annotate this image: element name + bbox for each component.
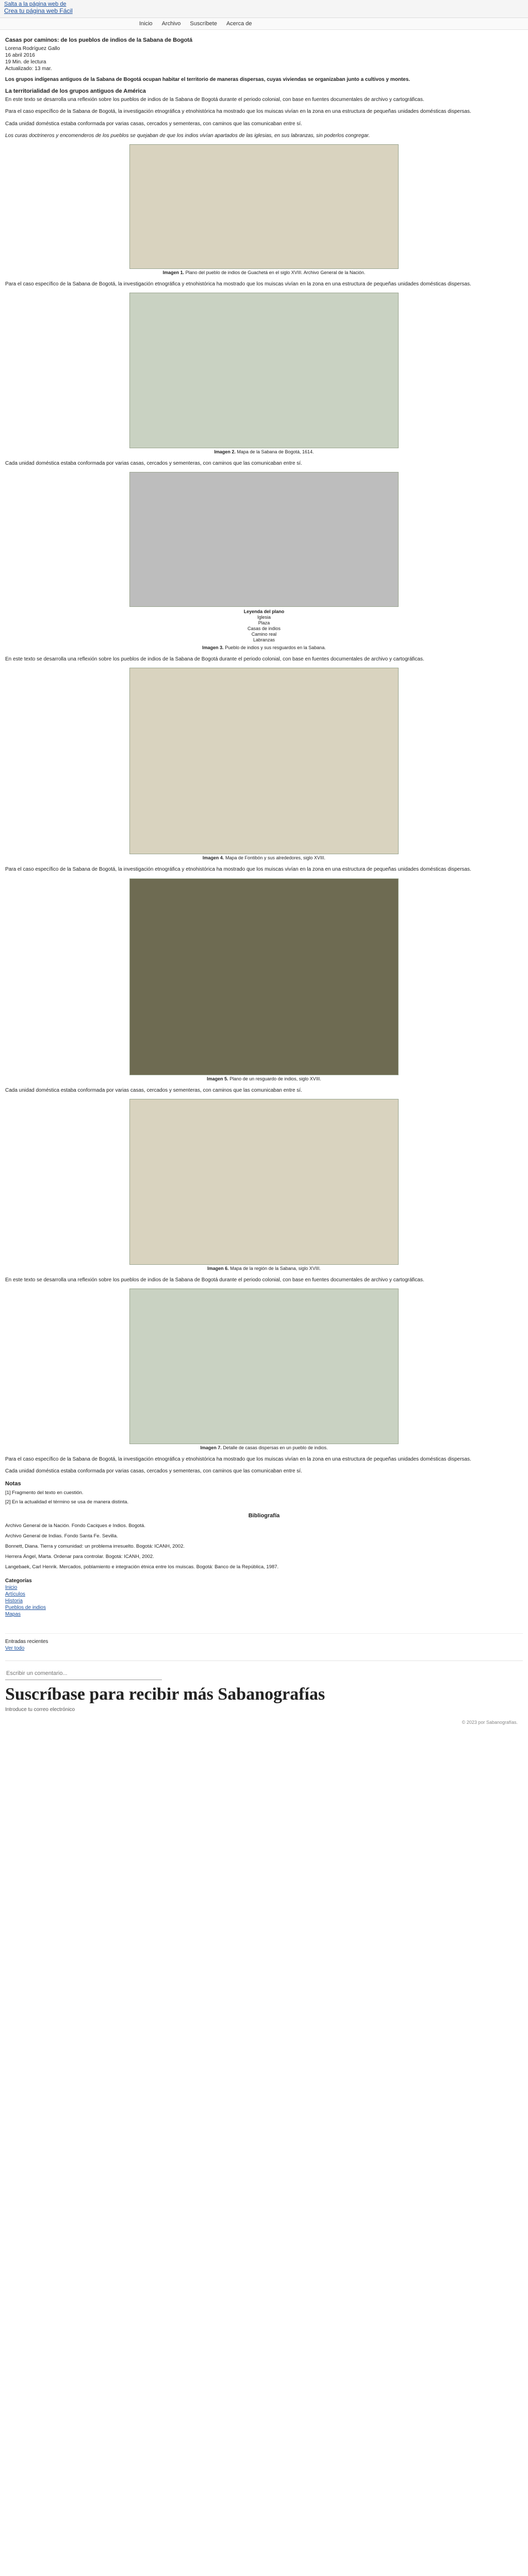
paragraph: En este texto se desarrolla una reflexión sobre los pueblos de indios de la Sabana de Bogotá durante el periodo colonial, con base en fuentes documentales de archivo y cartográficas. [5, 656, 424, 663]
subscribe-section [5, 1660, 523, 1713]
map-legend [5, 609, 523, 643]
date: 16 abril 2016 [5, 53, 35, 58]
comment-input[interactable] [5, 1667, 162, 1680]
updated: Actualizado: 13 mar. [5, 66, 52, 72]
paragraph: Para el caso específico de la Sabana de Bogotá, la investigación etnográfica y etnohistórica ha mostrado que los muiscas vivían en la zona en una estructura de pequeñas unidades domésticas dispersas. [5, 867, 471, 873]
ref-item: Langebaek, Carl Henrik. Mercados, poblamiento e integración étnica entre los muiscas. Bogotá: Banco de la República, 1987. [5, 1564, 279, 1570]
sidebar-link[interactable]: Inicio [5, 1585, 18, 1591]
paragraph: Cada unidad doméstica estaba conformada por varias casas, cercados y sementeras, con caminos que las comunicaban entre sí. [5, 1087, 302, 1093]
nav-item-inicio[interactable]: Inicio [139, 21, 153, 27]
block-quote: Los curas doctrineros y encomenderos de los pueblos se quejaban de que los indios vivían apartados de las iglesias, en sus labranzas, sin poderlos congregar. [5, 132, 370, 139]
skip-link[interactable]: Salta a la página web de [4, 1, 67, 7]
top-bar [0, 0, 528, 18]
footer-credit: © 2023 por Sabanografías. [461, 1720, 518, 1725]
map-image [129, 1289, 399, 1444]
nav-item-suscribete[interactable]: Suscríbete [190, 21, 217, 27]
ref-item: Archivo General de la Nación. Fondo Caciques e Indios. Bogotá. [5, 1523, 145, 1529]
paragraph: Cada unidad doméstica estaba conformada por varias casas, cercados y sementeras, con caminos que las comunicaban entre sí. [5, 121, 302, 127]
recent-entries [5, 1633, 523, 1651]
legend-item: Iglesia [257, 615, 271, 620]
notes-heading: Notas [5, 1481, 21, 1487]
map-image [129, 472, 399, 607]
brand-link[interactable]: Crea tu página web Fácil [4, 7, 73, 14]
figure-caption: Imagen 4. Mapa de Fontibón y sus alrededores, siglo XVIII. [202, 855, 326, 861]
figure-5 [5, 878, 523, 1082]
read-time: 19 Min. de lectura [5, 59, 46, 65]
paragraph: Cada unidad doméstica estaba conformada por varias casas, cercados y sementeras, con caminos que las comunicaban entre sí. [5, 461, 302, 467]
paragraph: En este texto se desarrolla una reflexión sobre los pueblos de indios de la Sabana de Bogotá durante el periodo colonial, con base en fuentes documentales de archivo y cartográficas. [5, 1277, 424, 1283]
paragraph: Para el caso específico de la Sabana de Bogotá, la investigación etnográfica y etnohistórica ha mostrado que los muiscas vivían en la zona en una estructura de pequeñas unidades domésticas dispersas. [5, 281, 471, 287]
ref-item: Archivo General de Indias. Fondo Santa Fe. Sevilla. [5, 1533, 118, 1539]
figure-2 [5, 293, 523, 455]
paragraph: Para el caso específico de la Sabana de Bogotá, la investigación etnográfica y etnohistórica ha mostrado que los muiscas vivían en la zona en una estructura de pequeñas unidades domésticas dispersas. [5, 1456, 471, 1463]
figure-4 [5, 668, 523, 861]
subscribe-heading: Suscríbase para recibir más Sabanografías [5, 1685, 325, 1704]
recent-entries-label: Entradas recientes [5, 1639, 48, 1645]
map-image [129, 144, 399, 269]
note-item: [1] Fragmento del texto en cuestión. [5, 1490, 84, 1496]
legend-item: Casas de indios [247, 626, 281, 632]
ref-item: Herrera Ángel, Marta. Ordenar para controlar. Bogotá: ICANH, 2002. [5, 1554, 154, 1560]
figure-1 [5, 144, 523, 276]
note-item: [2] En la actualidad el término se usa de manera distinta. [5, 1499, 129, 1505]
map-image [129, 668, 399, 854]
paragraph: En este texto se desarrolla una reflexión sobre los pueblos de indios de la Sabana de Bogotá durante el periodo colonial, con base en fuentes documentales de archivo y cartográficas. [5, 97, 424, 103]
figure-caption: Imagen 6. Mapa de la región de la Sabana, siglo XVIII. [207, 1265, 321, 1271]
abstract-text: Los grupos indígenas antiguos de la Sabana de Bogotá ocupan habitar el territorio de maneras dispersas, cuyas viviendas se organizaban junto a cultivos y montes. [5, 77, 410, 82]
legend-item: Plaza [258, 620, 270, 626]
sidebar-link[interactable]: Mapas [5, 1612, 21, 1618]
post-title: Casas por caminos: de los pueblos de indios de la Sabana de Bogotá [5, 37, 193, 43]
legend-item: Labranzas [253, 637, 275, 643]
legend-title: Leyenda del plano [243, 609, 285, 615]
map-image [129, 293, 399, 448]
paragraph: Para el caso específico de la Sabana de Bogotá, la investigación etnográfica y etnohistórica ha mostrado que los muiscas vivían en la zona en una estructura de pequeñas unidades domésticas dispersas. [5, 109, 471, 115]
post-meta [5, 45, 523, 72]
bibliography [5, 1513, 523, 1570]
sidebar [5, 1578, 523, 1618]
author[interactable]: Lorena Rodríguez Gallo [5, 46, 60, 52]
see-all-link[interactable]: Ver todo [5, 1646, 25, 1652]
sidebar-link[interactable]: Historia [5, 1598, 23, 1604]
nav-item-acerca[interactable]: Acerca de [226, 21, 252, 27]
nav-item-archivo[interactable]: Archivo [161, 21, 181, 27]
bibliography-heading: Bibliografía [248, 1513, 280, 1519]
ref-item: Bonnett, Diana. Tierra y comunidad: un problema irresuelto. Bogotá: ICANH, 2002. [5, 1544, 185, 1550]
figure-7 [5, 1289, 523, 1451]
map-image [129, 1099, 399, 1265]
sidebar-link[interactable]: Artículos [5, 1591, 25, 1598]
notes [5, 1481, 523, 1505]
brand-wrap [4, 7, 73, 14]
legend-item: Camino real [251, 632, 277, 637]
figure-caption: Imagen 7. Detalle de casas dispersas en un pueblo de indios. [200, 1445, 328, 1451]
section-heading: La territorialidad de los grupos antiguos de América [5, 88, 146, 95]
figure-caption: Imagen 5. Plano de un resguardo de indios, siglo XVIII. [207, 1076, 321, 1081]
figure-caption: Imagen 1. Plano del pueblo de indios de Guachetá en el siglo XVIII. Archivo General de la Nación. [162, 269, 366, 275]
main-nav [0, 18, 528, 30]
map-image [129, 878, 399, 1075]
sidebar-label: Categorías [5, 1578, 32, 1584]
figure-caption: Imagen 2. Mapa de la Sabana de Bogotá, 1614. [214, 449, 314, 455]
abstract [5, 76, 523, 83]
subscribe-subtitle: Introduce tu correo electrónico [5, 1707, 75, 1713]
figure-caption: Imagen 3. Pueblo de indios y sus resguardos en la Sabana. [202, 645, 326, 651]
sidebar-link[interactable]: Pueblos de indios [5, 1605, 46, 1611]
skip-link-wrap [4, 1, 66, 7]
paragraph: Cada unidad doméstica estaba conformada por varias casas, cercados y sementeras, con caminos que las comunicaban entre sí. [5, 1468, 302, 1475]
figure-3 [5, 472, 523, 651]
article [0, 30, 528, 1725]
figure-6 [5, 1099, 523, 1272]
